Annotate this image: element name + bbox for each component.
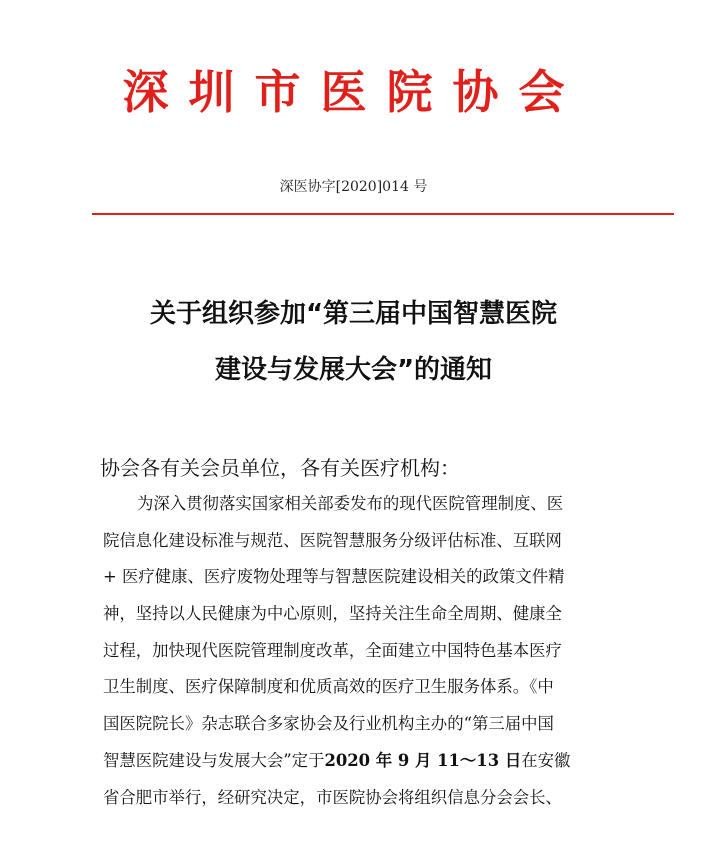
document-number: 深医协字[2020]014 号 — [279, 179, 428, 195]
org-header-title: 深圳市医院协会 — [122, 65, 585, 119]
notice-title — [0, 286, 707, 398]
salutation: 协会各有关会员单位，各有关医疗机构： — [100, 456, 460, 480]
body-line: 神，坚持以人民健康为中心原则，坚持关注生命全周期、健康全 — [103, 604, 562, 624]
body-text — [103, 486, 603, 816]
event-date: 2020 年 9 月 11～13 日 — [324, 750, 522, 770]
body-line — [103, 743, 603, 780]
title-line-2: 建设与发展大会”的通知 — [214, 355, 493, 385]
body-text-segment: 智慧医院建设与发展大会”定于 — [103, 750, 325, 770]
body-line: 国医院院长》杂志联合多家协会及行业机构主办的“第三届中国 — [103, 714, 554, 734]
title-line-1: 关于组织参加“第三届中国智慧医院 — [149, 299, 558, 329]
body-line: 卫生制度、医疗保障制度和优质高效的医疗卫生服务体系。《中 — [103, 677, 554, 697]
red-divider-line — [92, 213, 674, 215]
body-line: 院信息化建设标准与规范、医院智慧服务分级评估标准、互联网 — [103, 530, 562, 550]
body-line: 省合肥市举行，经研究决定，市医院协会将组织信息分会会长、 — [103, 787, 562, 807]
body-line: 为深入贯彻落实国家相关部委发布的现代医院管理制度、医 — [137, 494, 564, 513]
body-line: + 医疗健康、医疗废物处理等与智慧医院建设相关的政策文件精 — [103, 567, 565, 587]
body-line: 过程，加快现代医院管理制度改革，全面建立中国特色基本医疗 — [103, 640, 562, 660]
body-text-segment: 在安徽 — [521, 750, 571, 770]
